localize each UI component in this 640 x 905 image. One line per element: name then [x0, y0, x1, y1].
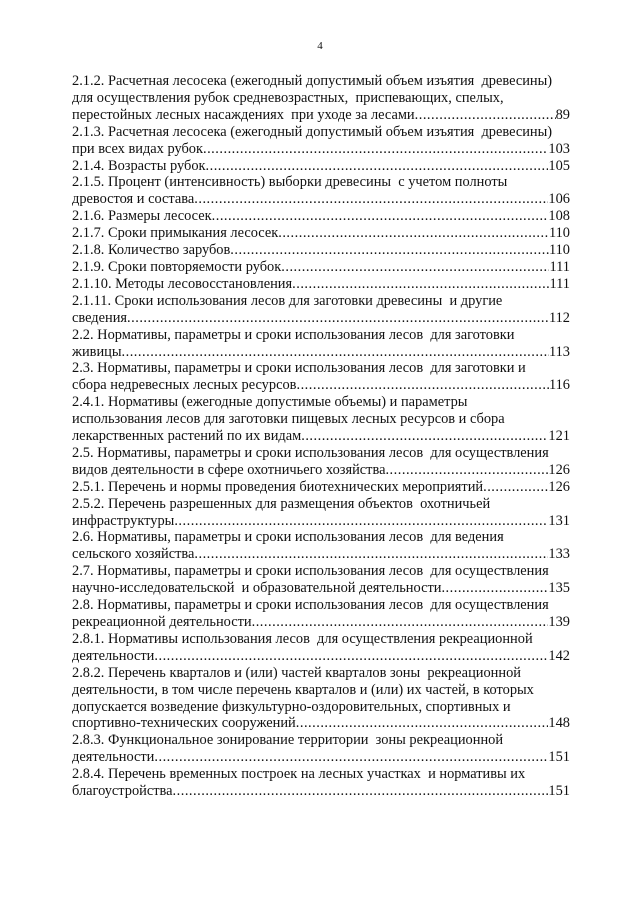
dot-leader [441, 580, 548, 597]
toc-entry-last-line [72, 191, 570, 208]
toc-entry-line [72, 766, 570, 783]
toc-page-number: 103 [548, 140, 570, 157]
toc-entry[interactable] [72, 766, 570, 800]
toc-entry-line [72, 360, 570, 377]
toc-entry-line [72, 394, 570, 411]
toc-entry[interactable] [72, 496, 570, 530]
toc-entry-text: 2.7. Нормативы, параметры и сроки использования лесов для осуществления [72, 563, 549, 580]
toc-page-number: 111 [549, 275, 570, 292]
toc-entry[interactable] [72, 259, 570, 276]
toc-entry-text: сведения [72, 309, 128, 326]
toc-entry-text: 2.5. Нормативы, параметры и сроки использования лесов для осуществления [72, 444, 549, 461]
toc-entry-line [72, 631, 570, 648]
toc-entry[interactable] [72, 293, 570, 327]
toc-entry-text: благоустройства [72, 783, 173, 800]
toc-entry-text: 2.1.7. Сроки примыкания лесосек [72, 225, 279, 242]
toc-entry-line [72, 563, 570, 580]
toc-entry[interactable] [72, 73, 570, 124]
toc-entry-text: видов деятельности в сфере охотничьего хозяйства [72, 461, 386, 478]
toc-entry[interactable] [72, 174, 570, 208]
toc-entry[interactable] [72, 529, 570, 563]
toc-page-number: 110 [548, 225, 570, 242]
toc-entry-line [72, 73, 570, 90]
toc-entry-text: 2.2. Нормативы, параметры и сроки использования лесов для заготовки [72, 326, 515, 343]
dot-leader [278, 225, 549, 242]
toc-entry-line [72, 529, 570, 546]
toc-entry[interactable] [72, 327, 570, 361]
toc-entry-text: древостоя и состава [72, 191, 195, 208]
toc-entry-line [72, 174, 570, 191]
dot-leader [174, 513, 548, 530]
toc-entry-text: инфраструктуры [72, 512, 175, 529]
toc-entry-text: 2.8.1. Нормативы использования лесов для осуществления рекреационной [72, 630, 533, 647]
toc-page-number: 121 [548, 428, 570, 445]
dot-leader [127, 310, 549, 327]
toc-entry-last-line [72, 648, 570, 665]
toc-entry-text: 2.1.10. Методы лесовосстановления [72, 275, 293, 292]
toc-entry[interactable] [72, 276, 570, 293]
toc-entry-line [72, 699, 570, 716]
dot-leader [385, 462, 548, 479]
toc-page-number: 151 [548, 783, 570, 800]
toc-entry-last-line [72, 344, 570, 361]
dot-leader [203, 141, 548, 158]
toc-entry[interactable] [72, 394, 570, 445]
toc-entry-text: перестойных лесных насаждениях при уходе за лесами [72, 106, 415, 123]
toc-entry-last-line [72, 546, 570, 563]
toc-entry[interactable] [72, 225, 570, 242]
toc-entry[interactable] [72, 208, 570, 225]
dot-leader [296, 377, 548, 394]
dot-leader [194, 191, 548, 208]
toc-entry-text: научно-исследовательской и образовательной деятельности [72, 580, 442, 597]
toc-entry[interactable] [72, 158, 570, 175]
toc-entry-last-line [72, 614, 570, 631]
toc-page-number: 111 [549, 258, 570, 275]
toc-entry-last-line [72, 310, 570, 327]
toc-page-number: 148 [548, 715, 570, 732]
toc-entry-text: 2.1.11. Сроки использования лесов для заготовки древесины и другие [72, 292, 503, 309]
toc-entry-last-line [72, 428, 570, 445]
toc-entry[interactable] [72, 665, 570, 733]
toc-entry-text: 2.6. Нормативы, параметры и сроки использования лесов для ведения [72, 529, 504, 546]
table-of-contents [72, 73, 570, 800]
toc-page-number: 105 [548, 157, 570, 174]
toc-page-number: 131 [548, 512, 570, 529]
toc-entry-line [72, 293, 570, 310]
toc-entry-last-line [72, 276, 570, 293]
toc-page-number: 108 [548, 208, 570, 225]
toc-entry-last-line [72, 479, 570, 496]
toc-entry-last-line [72, 259, 570, 276]
toc-entry-text: 2.1.4. Возрасты рубок [72, 157, 206, 174]
toc-entry-last-line [72, 377, 570, 394]
toc-entry[interactable] [72, 479, 570, 496]
toc-entry-text: 2.4.1. Нормативы (ежегодные допустимые объемы) и параметры [72, 394, 468, 411]
toc-entry-last-line [72, 715, 570, 732]
toc-page-number: 142 [548, 647, 570, 664]
toc-entry-last-line [72, 107, 570, 124]
toc-entry-last-line [72, 208, 570, 225]
toc-entry-text: лекарственных растений по их видам [72, 428, 302, 445]
toc-entry-text: 2.1.5. Процент (интенсивность) выборки древесины с учетом полноты [72, 174, 508, 191]
toc-entry-line [72, 327, 570, 344]
dot-leader [281, 259, 549, 276]
toc-entry[interactable] [72, 445, 570, 479]
dot-leader [296, 715, 549, 732]
toc-entry[interactable] [72, 732, 570, 766]
toc-page-number: 126 [548, 461, 570, 478]
toc-entry-last-line [72, 225, 570, 242]
toc-entry-last-line [72, 580, 570, 597]
toc-entry[interactable] [72, 124, 570, 158]
toc-entry-text: сельского хозяйства [72, 546, 195, 563]
toc-entry-line [72, 445, 570, 462]
toc-page-number: 151 [548, 749, 570, 766]
toc-page-number: 133 [548, 546, 570, 563]
toc-entry-text: для осуществления рубок средневозрастных, приспевающих, спелых, [72, 89, 504, 106]
toc-page-number: 112 [548, 309, 570, 326]
toc-entry[interactable] [72, 597, 570, 631]
toc-entry-line [72, 496, 570, 513]
toc-entry[interactable] [72, 360, 570, 394]
toc-entry-text: 2.1.9. Сроки повторяемости рубок [72, 258, 282, 275]
toc-entry-last-line [72, 513, 570, 530]
toc-entry-text: 2.1.8. Количество зарубов [72, 242, 231, 259]
toc-entry-text: спортивно-технических сооружений [72, 715, 296, 732]
toc-entry-last-line [72, 158, 570, 175]
toc-entry-last-line [72, 462, 570, 479]
page-number: 4 [317, 40, 323, 52]
toc-page-number: 116 [548, 377, 570, 394]
toc-page-number: 135 [548, 580, 570, 597]
toc-entry[interactable] [72, 242, 570, 259]
toc-entry-text: использования лесов для заготовки пищевых лесных ресурсов и сбора [72, 411, 505, 428]
dot-leader [230, 242, 549, 259]
toc-entry-line [72, 411, 570, 428]
toc-entry-text: сбора недревесных лесных ресурсов [72, 377, 297, 394]
dot-leader [301, 428, 548, 445]
dot-leader [292, 276, 549, 293]
toc-page-number: 110 [548, 242, 570, 259]
toc-entry-line [72, 732, 570, 749]
toc-entry-text: 2.8.3. Функциональное зонирование территории зоны рекреационной [72, 732, 504, 749]
dot-leader [194, 546, 548, 563]
toc-entry-line [72, 665, 570, 682]
dot-leader [212, 208, 549, 225]
toc-entry-text: 2.8. Нормативы, параметры и сроки использования лесов для осуществления [72, 597, 549, 614]
toc-entry-text: деятельности [72, 749, 155, 766]
dot-leader [415, 107, 556, 124]
toc-entry-text: при всех видах рубок [72, 140, 203, 157]
toc-entry-text: 2.1.3. Расчетная лесосека (ежегодный допустимый объем изъятия древесины) [72, 123, 553, 140]
toc-entry-text: 2.3. Нормативы, параметры и сроки использования лесов для заготовки и [72, 360, 526, 377]
toc-entry-last-line [72, 242, 570, 259]
toc-entry-text: 2.1.2. Расчетная лесосека (ежегодный допустимый объем изъятия древесины) [72, 73, 553, 89]
toc-entry-line [72, 124, 570, 141]
toc-entry-text: допускается возведение физкультурно-оздоровительных, спортивных и [72, 698, 511, 715]
dot-leader [206, 158, 549, 175]
toc-entry-last-line [72, 749, 570, 766]
toc-entry-line [72, 597, 570, 614]
toc-entry-line [72, 682, 570, 699]
toc-page-number: 106 [548, 191, 570, 208]
dot-leader [122, 344, 549, 361]
dot-leader [252, 614, 549, 631]
toc-entry-last-line [72, 141, 570, 158]
toc-entry-text: 2.5.2. Перечень разрешенных для размещения объектов охотничьей [72, 495, 491, 512]
toc-entry-text: деятельности [72, 647, 155, 664]
toc-page-number: 113 [548, 343, 570, 360]
toc-entry-text: 2.8.4. Перечень временных построек на лесных участках и нормативы их [72, 766, 526, 783]
toc-entry-text: рекреационной деятельности [72, 614, 252, 630]
toc-page-number: 126 [548, 478, 570, 495]
toc-entry-line [72, 90, 570, 107]
toc-entry-text: 2.5.1. Перечень и нормы проведения биотехнических мероприятий [72, 478, 484, 495]
dot-leader [154, 749, 548, 766]
dot-leader [173, 783, 549, 800]
toc-page-number: 89 [555, 106, 570, 123]
toc-entry[interactable] [72, 631, 570, 665]
toc-entry-text: 2.1.6. Размеры лесосек [72, 208, 212, 225]
toc-entry-text: живицы [72, 343, 122, 360]
toc-entry-text: деятельности, в том числе перечень кварталов и (или) их частей, в которых [72, 681, 534, 698]
toc-entry-text: 2.8.2. Перечень кварталов и (или) частей кварталов зоны рекреационной [72, 664, 521, 681]
dot-leader [483, 479, 548, 496]
toc-page-number: 139 [548, 614, 570, 630]
dot-leader [154, 648, 548, 665]
toc-entry[interactable] [72, 563, 570, 597]
toc-entry-last-line [72, 783, 570, 800]
